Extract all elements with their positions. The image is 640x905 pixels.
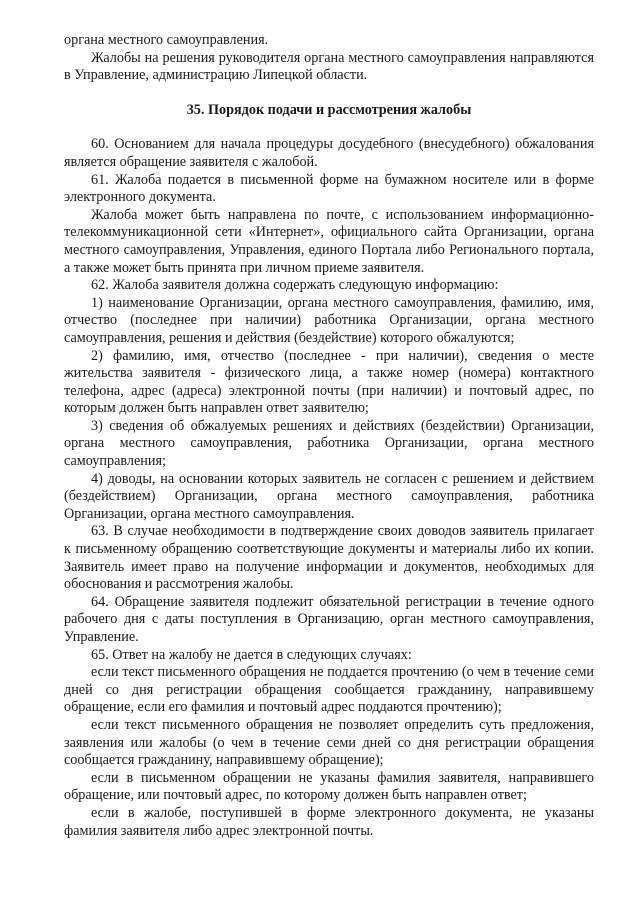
paragraph-carryover: органа местного самоуправления.	[64, 32, 269, 48]
paragraph-65-case-electronic: если в жалобе, поступившей в форме электронного документа, не указаны фамилия заявителя либо адрес электронной почты.	[64, 804, 594, 839]
paragraph-65: 65. Ответ на жалобу не дается в следующих случаях:	[91, 646, 412, 663]
paragraph-65-case-unclear: если текст письменного обращения не позволяет определить суть предложения, заявления или жалобы (о чем в течение семи дней со дня регистрации обращения сообщается гражданину, направившему обращение);	[64, 716, 594, 769]
paragraph-65-case-no-name: если в письменном обращении не указаны фамилия заявителя, направившего обращение, или почтовый адрес, по которому должен быть направлен ответ;	[64, 769, 594, 804]
paragraph-62: 62. Жалоба заявителя должна содержать следующую информацию:	[91, 277, 499, 294]
paragraph-complaints-on-decisions: Жалобы на решения руководителя органа местного самоуправления направляются в Управление, администрацию Липецкой области.	[64, 49, 594, 84]
paragraph-62-item-2: 2) фамилию, имя, отчество (последнее - при наличии), сведения о месте жительства заявителя - физического лица, а также номер (номера) контактного телефона, адрес (адреса) электронной почты (при наличии) и почтовый адрес, по которым должен быть направлен ответ заявителю;	[64, 347, 594, 417]
paragraph-61-submission-methods: Жалоба может быть направлена по почте, с использованием информационно-телекоммуникационной сети «Интернет», официального сайта Организации, органа местного самоуправления, Управления, единого Портала либо Регионального портала, а также может быть принята при личном приеме заявителя.	[64, 206, 594, 276]
paragraph-65-case-unreadable: если текст письменного обращения не поддается прочтению (о чем в течение семи дней со дня регистрации обращения сообщается гражданину, направившему обращение, если его фамилия и почтовый адрес поддаются прочтению);	[64, 664, 594, 716]
paragraph-60: 60. Основанием для начала процедуры досудебного (внесудебного) обжалования является обращение заявителя с жалобой.	[64, 136, 594, 170]
paragraph-62-item-3: 3) сведения об обжалуемых решениях и действиях (бездействии) Организации, органа местного самоуправления, работника Организации, органа местного самоуправления;	[64, 417, 594, 470]
paragraph-61: 61. Жалоба подается в письменной форме на бумажном носителе или в форме электронного документа.	[64, 171, 594, 206]
paragraph-62-item-1: 1) наименование Организации, органа местного самоуправления, фамилию, имя, отчество (последнее при наличии) работника Организации, органа местного самоуправления, решения и действия (бездействие) которого обжалуются;	[64, 294, 594, 346]
paragraph-64: 64. Обращение заявителя подлежит обязательной регистрации в течение одного рабочего дня с даты поступления в Организацию, орган местного самоуправления, Управление.	[64, 593, 594, 645]
paragraph-63: 63. В случае необходимости в подтверждение своих доводов заявитель прилагает к письменному обращению соответствующие документы и материалы либо их копии. Заявитель имеет право на получение информации и документов, необходимых для обоснования и рассмотрения жалобы.	[64, 523, 594, 593]
paragraph-62-item-4: 4) доводы, на основании которых заявитель не согласен с решением и действием (бездействием) Организации, органа местного самоуправления, работника Организации, органа местного самоуправления.	[64, 470, 594, 522]
section-heading: 35. Порядок подачи и рассмотрения жалобы	[186, 101, 472, 118]
